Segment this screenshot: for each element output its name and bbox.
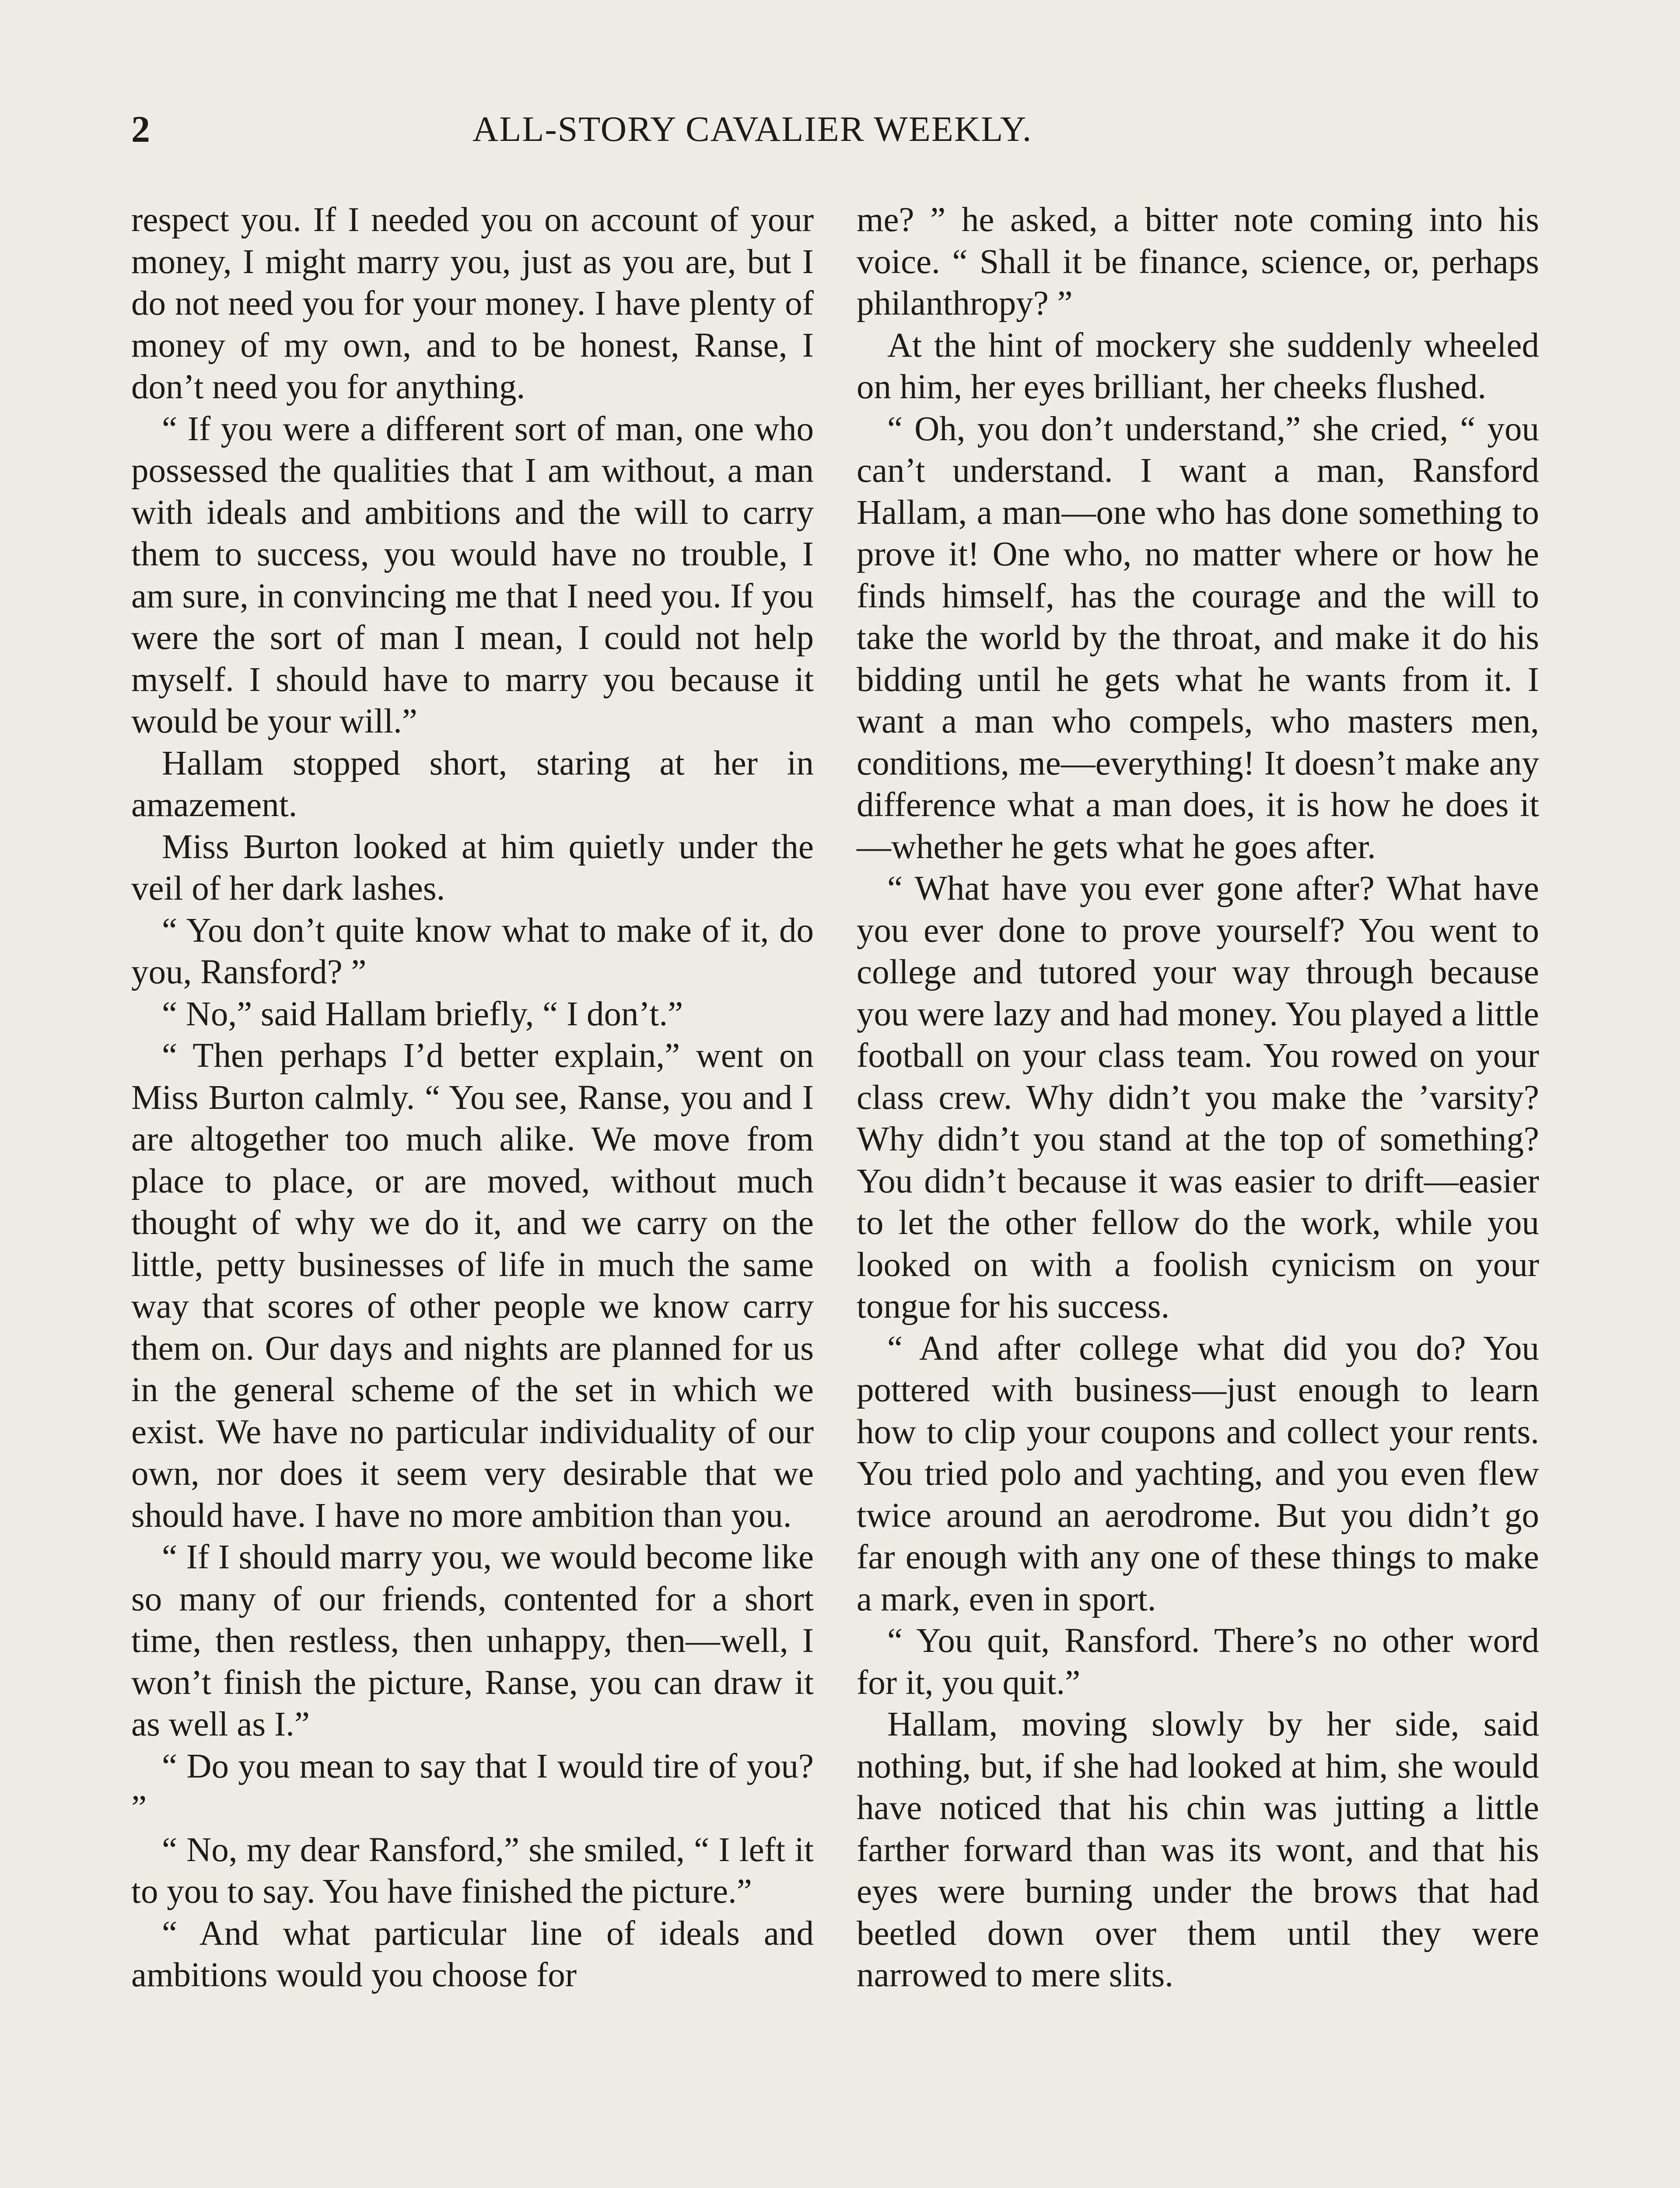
paragraph: “ No,” said Hallam briefly, “ I don’t.” [162, 995, 683, 1033]
paragraph: “ Oh, you don’t understand,” she cried, “ you can’t understand. I want a man, Ransford Hallam, a man—one who has done something to prove it! One who, no matter where or how he finds himself, has the courage and the will to take the world by the throat, and make it do his bidding until he gets what he wants from it. I want a man who compels, who masters men, conditions, me—everything! It doesn’t make any difference what a man does, it is how he does it—whether he gets what he goes after. [857, 410, 1539, 866]
page-number: 2 [131, 108, 150, 150]
running-title: ALL-STORY CAVALIER WEEKLY. [472, 109, 1032, 149]
paragraph: Miss Burton looked at him quietly under the veil of her dark lashes. [131, 828, 814, 908]
paragraph: “ Then perhaps I’d better explain,” went on Miss Burton calmly. “ You see, Ranse, you and I are altogether too much alike. We move from place to place, or are moved, without much thought of why we do it, and we carry on the little, petty businesses of life in much the same way that scores of other people we know carry them on. Our days and nights are planned for us in the general scheme of the set in which we exist. We have no particular individuality of our own, nor does it seem very desirable that we should have. I have no more ambition than you. [131, 1037, 814, 1535]
paragraph: “ And after college what did you do? You pottered with business—just enough to learn how to clip your coupons and collect your rents. You tried polo and yachting, and you even flew twice around an aerodrome. But you didn’t go far enough with any one of these things to make a mark, even in sport. [857, 1329, 1539, 1618]
paragraph: “ If you were a different sort of man, one who possessed the qualities that I am without, a man with ideals and ambitions and the will to carry them to success, you would have no trouble, I am sure, in convincing me that I need you. If you were the sort of man I mean, I could not help myself. I should have to marry you because it would be your will.” [131, 410, 814, 740]
page-header [131, 107, 1558, 155]
paragraph: “ What have you ever gone after? What have you ever done to prove yourself? You went to college and tutored your way through because you were lazy and had money. You played a little football on your class team. You rowed on your class crew. Why didn’t you make the ’varsity? Why didn’t you stand at the top of something? You didn’t because it was easier to drift—easier to let the other fellow do the work, while you looked on with a foolish cynicism on your tongue for his success. [857, 870, 1539, 1325]
right-column [857, 199, 1539, 2188]
paragraph: “ Do you mean to say that I would tire of you? ” [131, 1747, 814, 1827]
paragraph: “ No, my dear Ransford,” she smiled, “ I left it to you to say. You have finished the picture.” [131, 1830, 814, 1911]
paragraph: “ You don’t quite know what to make of it, do you, Ransford? ” [131, 911, 814, 991]
paragraph: At the hint of mockery she suddenly wheeled on him, her eyes brilliant, her cheeks flushed. [857, 326, 1539, 406]
paragraph: “ And what particular line of ideals and ambitions would you choose for [131, 1914, 814, 1994]
left-column [131, 199, 814, 2188]
paragraph: respect you. If I needed you on account of your money, I might marry you, just as you are, but I do not need you for your money. I have plenty of money of my own, and to be honest, Ranse, I don’t need you for anything. [131, 201, 814, 406]
paragraph: Hallam, moving slowly by her side, said nothing, but, if she had looked at him, she would have noticed that his chin was jutting a little farther forward than was its wont, and that his eyes were burning under the brows that had beetled down over them until they were narrowed to mere slits. [857, 1705, 1539, 1994]
paragraph: “ If I should marry you, we would become like so many of our friends, contented for a short time, then restless, then unhappy, then—well, I won’t finish the picture, Ranse, you can draw it as well as I.” [131, 1538, 814, 1743]
paragraph: Hallam stopped short, staring at her in amazement. [131, 744, 814, 824]
paragraph: “ You quit, Ransford. There’s no other word for it, you quit.” [857, 1622, 1539, 1702]
paragraph: me? ” he asked, a bitter note coming into his voice. “ Shall it be finance, science, or, perhaps philanthropy? ” [857, 201, 1539, 323]
